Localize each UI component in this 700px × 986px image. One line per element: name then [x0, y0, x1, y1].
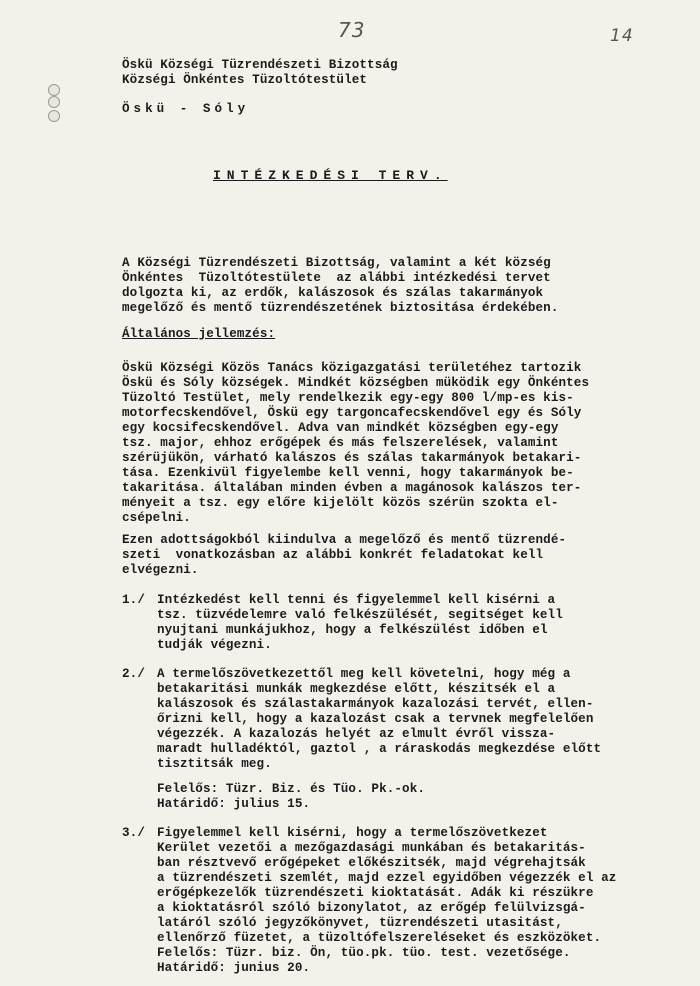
document-title: INTÉZKEDÉSI TERV. — [213, 168, 448, 183]
item-line: tsz. tüzvédelemre való felkészülését, segitséget kell — [157, 608, 563, 622]
binder-hole — [48, 84, 60, 96]
item-line: a kioktatásról szóló bizonylatot, az erőgép felülvizsgá- — [157, 901, 586, 915]
general-line: tása. Ezenkivül figyelembe kell venni, hogy takarmányok be- — [122, 466, 574, 480]
general-line: Öskü és Sóly községek. Mindkét községben müködik egy Önkéntes — [122, 376, 590, 390]
item-deadline: Határidő: julius 15. — [157, 797, 311, 811]
intro-line: Önkéntes Tüzoltótestülete az alábbi intézkedési tervet — [122, 271, 551, 285]
general-line: szérüjükön, várható kalászos és szálas takarmányok betakari- — [122, 451, 582, 465]
item-number: 3./ — [122, 826, 145, 840]
item-line: Kerület vezetői a mezőgazdasági munkában és betakaritás- — [157, 841, 586, 855]
item-number: 1./ — [122, 593, 145, 607]
general-line: csépelni. — [122, 511, 191, 525]
item-responsible: Felelős: Tüzr. Biz. és Tüo. Pk.-ok. — [157, 782, 426, 796]
item-line: maradt hulladéktól, gaztol , a ráraskodás megkezdése előtt — [157, 742, 602, 756]
item-number: 2./ — [122, 667, 145, 681]
general-heading: Általános jellemzés: — [122, 327, 276, 341]
binder-hole — [48, 110, 60, 122]
intro-line: megelőző és mentő tüzrendészetének biztositása érdekében. — [122, 301, 559, 315]
item-line: tisztitsák meg. — [157, 757, 272, 771]
item-line: nyujtani munkájukhoz, hogy a felkészülést időben el — [157, 623, 548, 637]
general-line: takaritása. általában minden évben a magánosok kalászos ter- — [122, 481, 582, 495]
item-line: ellenőrző füzetet, a tüzoltófelszereléseket és eszközöket. — [157, 931, 602, 945]
item-line: kalászosok és szálastakarmányok kazalozási tervét, ellen- — [157, 697, 594, 711]
intro-line: dolgozta ki, az erdők, kalászosok és szálas takarmányok — [122, 286, 544, 300]
item-line: A termelőszövetkezettől meg kell követelni, hogy még a — [157, 667, 571, 681]
handwritten-sheet-number: 14 — [610, 26, 634, 46]
handwritten-page-number: 73 — [338, 18, 366, 42]
general-line: egy kocsifecskendővel. Adva van mindkét községben egy-egy — [122, 421, 559, 435]
item-line: őrizni kell, hogy a kazalozást csak a tervnek megfelelően — [157, 712, 594, 726]
intro-line: A Községi Tüzrendészeti Bizottság, valamint a két község — [122, 256, 551, 270]
item-line: tudják végezni. — [157, 638, 272, 652]
basis-line: elvégezni. — [122, 563, 199, 577]
item-line: ban résztvevő erőgépeket előkészitsék, majd végrehajtsák — [157, 856, 586, 870]
basis-line: szeti vonatkozásban az alábbi konkrét feladatokat kell — [122, 548, 544, 562]
item-line: Határidő: junius 20. — [157, 961, 311, 975]
header-place: Öskü - Sóly — [122, 102, 250, 116]
binder-hole — [48, 96, 60, 108]
header-line-1: Öskü Községi Tüzrendészeti Bizottság — [122, 58, 398, 72]
general-line: motorfecskendővel, Öskü egy targoncafecskendővel egy és Sóly — [122, 406, 582, 420]
item-line: betakaritási munkák megkezdése előtt, készitsék el a — [157, 682, 556, 696]
item-line: latáról szóló jegyzőkönyvet, tüzrendészeti utasitást, — [157, 916, 563, 930]
item-line: végezzék. A kazalozás helyét az elmult évről vissza- — [157, 727, 556, 741]
general-line: ményeit a tsz. egy előre kijelölt közös szérün szokta el- — [122, 496, 559, 510]
item-line: Figyelemmel kell kisérni, hogy a termelőszövetkezet — [157, 826, 548, 840]
basis-line: Ezen adottságokból kiindulva a megelőző és mentő tüzrendé- — [122, 533, 567, 547]
general-line: Öskü Községi Közös Tanács közigazgatási területéhez tartozik — [122, 361, 582, 375]
item-line: Felelős: Tüzr. biz. Ön, tüo.pk. tüo. test. vezetősége. — [157, 946, 571, 960]
item-line: Intézkedést kell tenni és figyelemmel kell kisérni a — [157, 593, 556, 607]
general-line: Tüzoltó Testület, mely rendelkezik egy-egy 800 l/mp-es kis- — [122, 391, 574, 405]
item-line: a tüzrendészeti szemlét, majd ezzel egyidőben végezzék el az — [157, 871, 617, 885]
item-line: erőgépkezelők tüzrendészeti kioktatását. Adák ki részükre — [157, 886, 594, 900]
general-line: tsz. major, ehhoz erőgépek és más felszerelések, valamint — [122, 436, 559, 450]
header-line-2: Községi Önkéntes Tüzoltótestület — [122, 73, 368, 87]
